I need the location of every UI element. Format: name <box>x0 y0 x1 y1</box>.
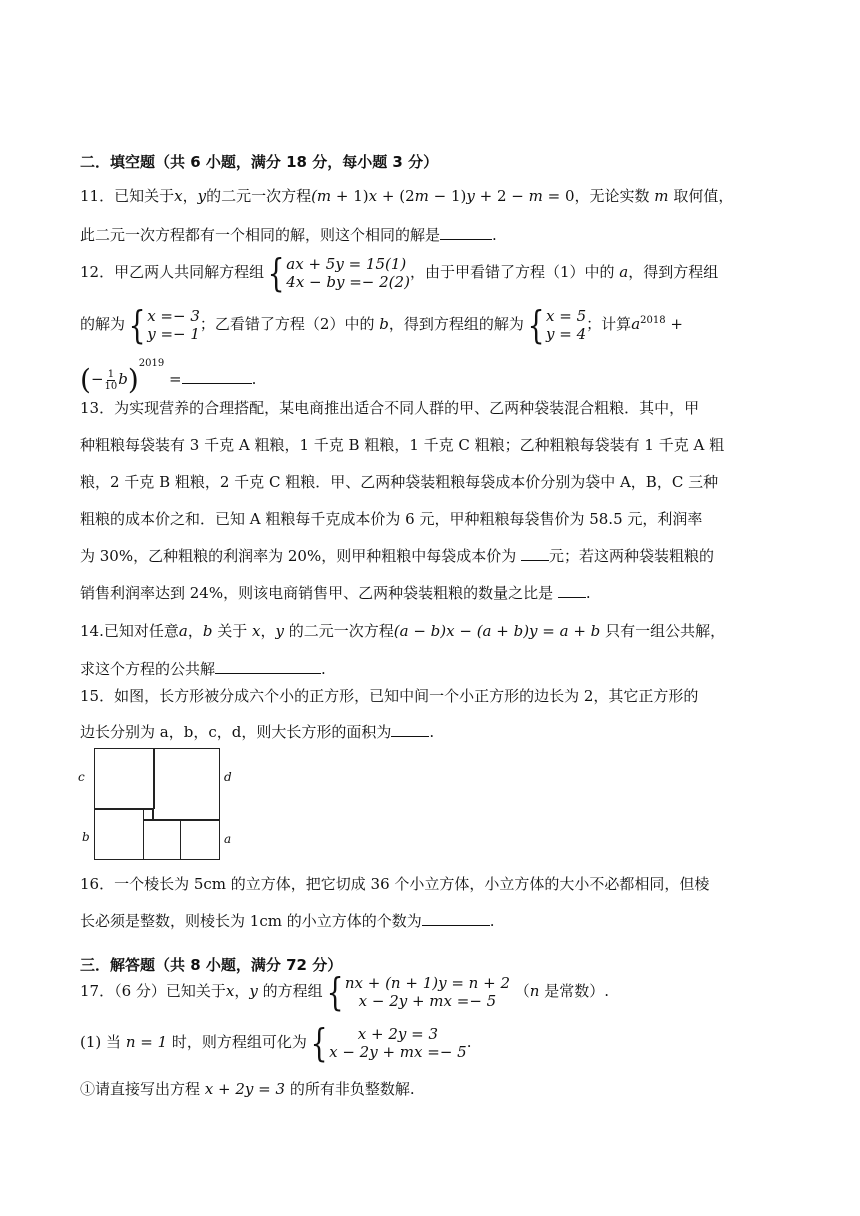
square-c <box>94 748 155 809</box>
square-lower-middle <box>143 820 181 860</box>
question-16-line-2: 长必须是整数，则棱长为 1cm 的小立方体的个数为 . <box>80 912 495 930</box>
question-13-line-6: 销售利润率达到 24%，则该电商销售甲、乙两种袋装粗粮的数量之比是 . <box>80 584 591 602</box>
question-17-part-1-item-1: ①请直接写出方程 x + 2y = 3 的所有非负整数解. <box>80 1080 415 1098</box>
question-12-line-3: (− $\frac{1}{10}$ b)$^{2019}$ = . <box>80 358 257 396</box>
question-11-line-2: 此二元一次方程都有一个相同的解，则这个相同的解是 . <box>80 226 497 244</box>
square-b <box>94 809 144 860</box>
label-c: c <box>78 770 85 784</box>
solution-system-1: { x =− 3 y =− 1 <box>128 303 200 347</box>
question-13-line-1: 13．为实现营养的合理搭配，某电商推出适合不同人群的甲、乙两种袋装混合粗粮．其中，甲 <box>80 399 700 417</box>
answer-blank <box>182 369 252 384</box>
question-15-line-2: 边长分别为 a，b，c，d，则大长方形的面积为 . <box>80 723 435 741</box>
answer-blank <box>391 722 429 737</box>
label-a: a <box>224 832 232 846</box>
equation-system: { ax + 5y = 15(1) 4x − by =− 2(2) <box>267 251 410 295</box>
label-d: d <box>224 770 232 784</box>
answer-blank <box>422 911 490 926</box>
question-17-part-1: (1) 当 n = 1 时，则方程组可化为 { x + 2y = 3 x − 2y + mx =− 5 . <box>80 1021 472 1065</box>
label-b: b <box>82 830 90 844</box>
rectangle-squares-figure <box>78 746 232 862</box>
question-13-line-4: 粗粮的成本价之和．已知 A 粗粮每千克成本价为 6 元，甲种粗粮每袋售价为 58.5 元，利润率 <box>80 510 703 528</box>
question-13-line-5: 为 30%，乙种粗粮的利润率为 20%，则甲种粗粮中每袋成本价为 元；若这两种袋装粗粮的 <box>80 547 715 565</box>
question-14-line-1: 14.已知对任意a，b 关于 x，y 的二元一次方程(a − b)x − (a + b)y = a + b 只有一组公共解， <box>80 622 726 640</box>
question-12-line-2: 的解为 { x =− 3 y =− 1 ；乙看错了方程（2）中的 b，得到方程组的解为 { x = 5 y = 4 ；计算$a^{2018}$ + <box>80 303 683 347</box>
question-13-line-2: 种粗粮每袋装有 3 千克 A 粗粮，1 千克 B 粗粮，1 千克 C 粗粮；乙种粗粮每袋装有 1 千克 A 粗 <box>80 436 725 454</box>
question-14-line-2: 求这个方程的公共解 . <box>80 660 326 678</box>
question-16-line-1: 16．一个棱长为 5cm 的立方体，把它切成 36 个小立方体，小立方体的大小不必都相同，但棱 <box>80 875 710 893</box>
answer-blank <box>440 225 492 240</box>
section-heading: 三．解答题（共 8 小题，满分 72 分） <box>80 956 343 974</box>
answer-blank <box>558 583 586 598</box>
equation-system: { x + 2y = 3 x − 2y + mx =− 5 <box>310 1021 467 1065</box>
question-12-line-1: 12．甲乙两人共同解方程组 { ax + 5y = 15(1) 4x − by =− 2(2) ，由于甲看错了方程（1）中的 a，得到方程组 <box>80 251 719 295</box>
answer-blank <box>215 659 321 674</box>
center-square <box>143 809 153 820</box>
solution-system-2: { x = 5 y = 4 <box>527 303 587 347</box>
question-15-line-1: 15．如图，长方形被分成六个小的正方形，已知中间一个小正方形的边长为 2，其它正方形的 <box>80 687 699 705</box>
question-13-line-3: 粮，2 千克 B 粗粮，2 千克 C 粗粮．甲、乙两种袋装粗粮每袋成本价分别为袋中 A，B，C 三种 <box>80 473 719 491</box>
square-a <box>180 820 220 860</box>
question-11-line-1: 11．已知关于x，y的二元一次方程(m + 1)x + (2m − 1)y + 2 − m = 0，无论实数 m 取何值， <box>80 187 734 205</box>
square-d <box>153 748 220 820</box>
equation-system: { nx + (n + 1)y = n + 2 x − 2y + mx =− 5 <box>326 970 510 1014</box>
answer-blank <box>521 546 549 561</box>
section-heading: 二．填空题（共 6 小题，满分 18 分，每小题 3 分） <box>80 153 439 171</box>
question-17-line-1: 17．（6 分）已知关于x，y 的方程组 { nx + (n + 1)y = n + 2 x − 2y + mx =− 5 （n 是常数）. <box>80 970 610 1014</box>
